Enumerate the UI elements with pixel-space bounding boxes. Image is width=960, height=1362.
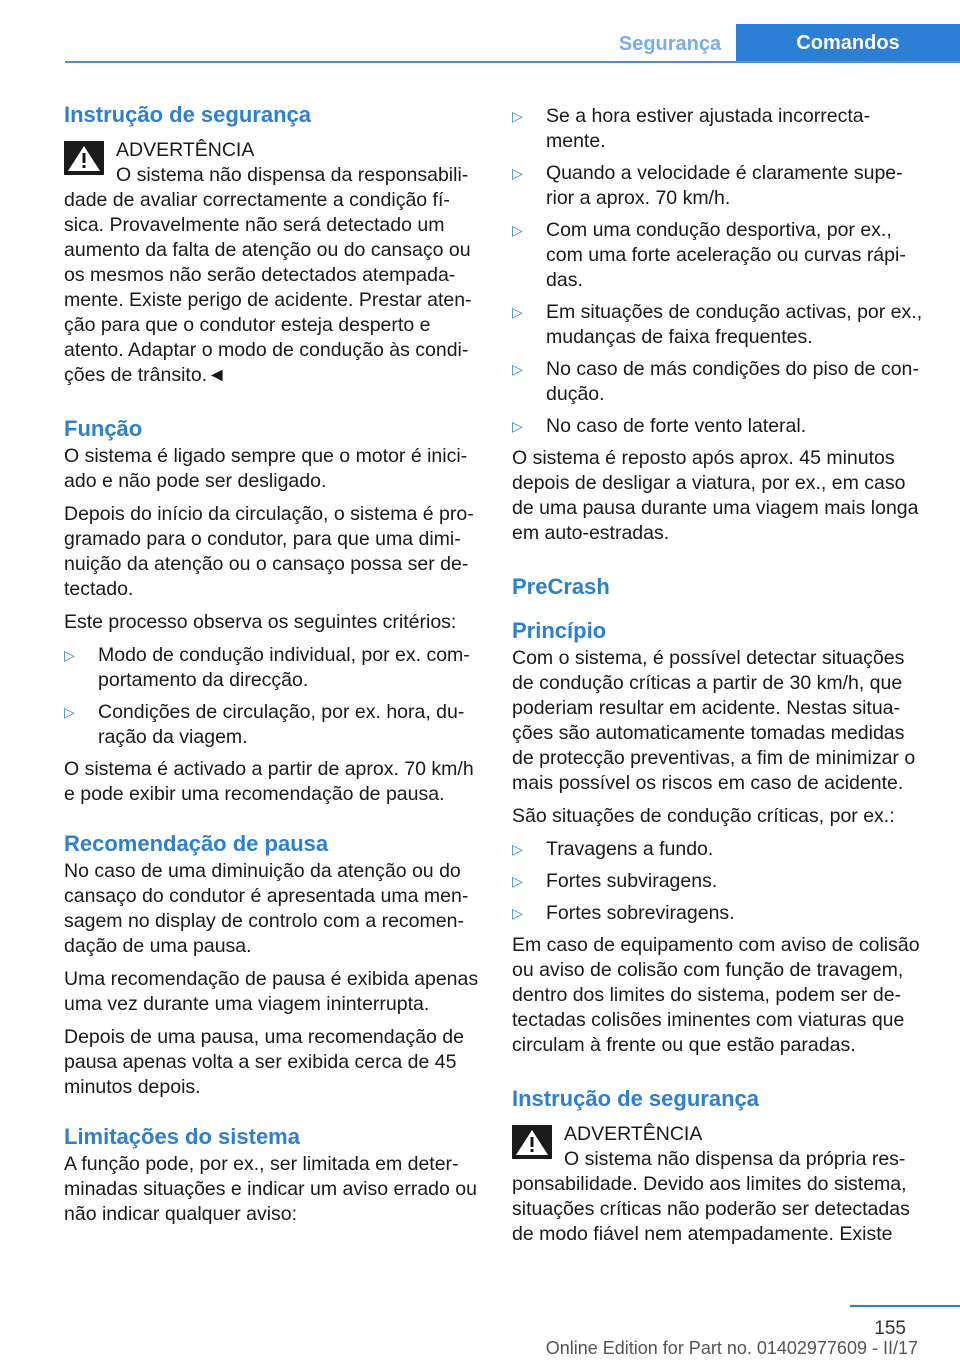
limitations-paragraph: A função pode, por ex., ser limitada em deter-minadas situações e indicar um aviso errado ou não indicar qualquer aviso: — [64, 1153, 477, 1225]
function-paragraph-3: Este processo observa os seguintes critérios: — [64, 611, 457, 633]
list-item: ▷ Em situações de condução activas, por ex., mudanças de faixa frequentes. — [512, 301, 923, 348]
triangle-right-icon: ▷ — [512, 418, 523, 434]
function-paragraph-4: O sistema é activado a partir de aprox. 70 km/h e pode exibir uma recomendação de pausa. — [64, 758, 474, 805]
triangle-right-icon: ▷ — [64, 647, 75, 663]
warning-block — [64, 138, 480, 188]
critical-list — [512, 837, 928, 926]
triangle-right-icon: ▷ — [512, 304, 523, 320]
triangle-right-icon: ▷ — [512, 361, 523, 377]
principle-heading: Princípio — [512, 618, 607, 643]
list-item: ▷ No caso de más condições do piso de con-dução. — [512, 358, 919, 405]
triangle-right-icon: ▷ — [512, 841, 523, 857]
section-tab: Segurança — [618, 33, 722, 55]
pause-heading: Recomendação de pausa — [64, 831, 329, 856]
pause-paragraph-3: Depois de uma pausa, uma recomendação de pausa apenas volta a ser exibida cerca de 45 minutos depois. — [64, 1026, 464, 1098]
pause-paragraph-2: Uma recomendação de pausa é exibida apenas uma vez durante uma viagem ininterrupta. — [64, 968, 479, 1015]
footer-edition — [440, 1338, 960, 1359]
chapter-tab: Comandos — [736, 24, 960, 62]
list-item: ▷ Fortes subviragens. — [512, 870, 718, 892]
function-heading: Função — [64, 416, 143, 441]
list-item: ▷ Fortes sobreviragens. — [512, 902, 735, 924]
list-item: ▷ Travagens a fundo. — [512, 838, 714, 860]
warning-label: ADVERTÊNCIA — [564, 1123, 703, 1145]
pause-paragraph-1: No caso de uma diminuição da atenção ou do cansaço do condutor é apresentada uma men-sagem no display de controlo com a recomen-dação de uma pausa. — [64, 860, 469, 957]
page-header — [0, 0, 960, 62]
list-item: ▷ Condições de circulação, por ex. hora, du-ração da viagem. — [64, 701, 465, 748]
warning-triangle-icon — [64, 141, 104, 175]
limitations-heading: Limitações do sistema — [64, 1124, 300, 1149]
edition-text: Online Edition for Part no. 01402977609 - II/17 — [545, 1338, 918, 1358]
right-column — [512, 104, 928, 1255]
warning-block-2 — [512, 1122, 928, 1172]
criteria-list — [64, 643, 480, 750]
precrash-heading: PreCrash — [512, 574, 610, 599]
left-column — [64, 100, 480, 1235]
warning-label: ADVERTÊNCIA — [116, 139, 255, 161]
triangle-right-icon: ▷ — [512, 222, 523, 238]
footer-rule — [850, 1305, 960, 1307]
safety-heading: Instrução de segurança — [64, 102, 311, 127]
limitations-list — [512, 104, 928, 439]
function-paragraph-2: Depois do início da circulação, o sistema é pro-gramado para o condutor, para que uma dimi-nuição da atenção ou o cansaço possa ser de-tectado. — [64, 503, 474, 600]
principle-paragraph-1: Com o sistema, é possível detectar situações de condução críticas a partir de 30 km/h, que poderiam resultar em acidente. Nestas situa-ções são automaticamente tomadas medidas de protecção preventivas, a fim de minimizar o mais possível os riscos em caso de acidente. — [512, 647, 916, 794]
reset-paragraph: O sistema é reposto após aprox. 45 minutos depois de desligar a viatura, por ex., em caso de uma pausa durante uma viagem mais longa em auto-estradas. — [512, 447, 919, 544]
list-item: ▷ Com uma condução desportiva, por ex., com uma forte aceleração ou curvas rápi-das. — [512, 219, 906, 291]
warning-text: O sistema não dispensa da responsabili-dade de avaliar correctamente a condição fí-sica. Provavelmente não será detectado um aumento da falta de atenção ou do cansaço ou os mesmos não serão detectados atempada-mente. Existe perigo de acidente. Prestar aten-ção para que o condutor esteja desperto e atento. Adaptar o modo de condução às condi-ções de trânsito.◄ — [64, 164, 472, 386]
safety-heading-2: Instrução de segurança — [512, 1086, 759, 1111]
function-paragraph-1: O sistema é ligado sempre que o motor é inici-ado e não pode ser desligado. — [64, 445, 468, 492]
triangle-right-icon: ▷ — [512, 905, 523, 921]
header-rule — [65, 61, 960, 63]
warning-text-2: O sistema não dispensa da própria res-ponsabilidade. Devido aos limites do sistema, situações críticas não poderão ser detectadas de modo fiável nem atempadamente. Existe — [512, 1148, 910, 1245]
warning-triangle-icon — [512, 1125, 552, 1159]
principle-paragraph-2: São situações de condução críticas, por ex.: — [512, 805, 895, 827]
list-item: ▷ Modo de condução individual, por ex. com-portamento da direcção. — [64, 644, 470, 691]
triangle-right-icon: ▷ — [512, 165, 523, 181]
page-number: 155 — [874, 1318, 906, 1339]
triangle-right-icon: ▷ — [512, 108, 523, 124]
list-item: ▷ Quando a velocidade é claramente supe-rior a aprox. 70 km/h. — [512, 162, 903, 209]
list-item: ▷ No caso de forte vento lateral. — [512, 415, 807, 437]
triangle-right-icon: ▷ — [64, 704, 75, 720]
list-item: ▷ Se a hora estiver ajustada incorrecta-mente. — [512, 105, 871, 152]
principle-paragraph-3: Em caso de equipamento com aviso de colisão ou aviso de colisão com função de travagem, dentro dos limites do sistema, podem ser de-tectadas colisões iminentes com viaturas que circulam à frente ou que estão paradas. — [512, 934, 920, 1056]
triangle-right-icon: ▷ — [512, 873, 523, 889]
